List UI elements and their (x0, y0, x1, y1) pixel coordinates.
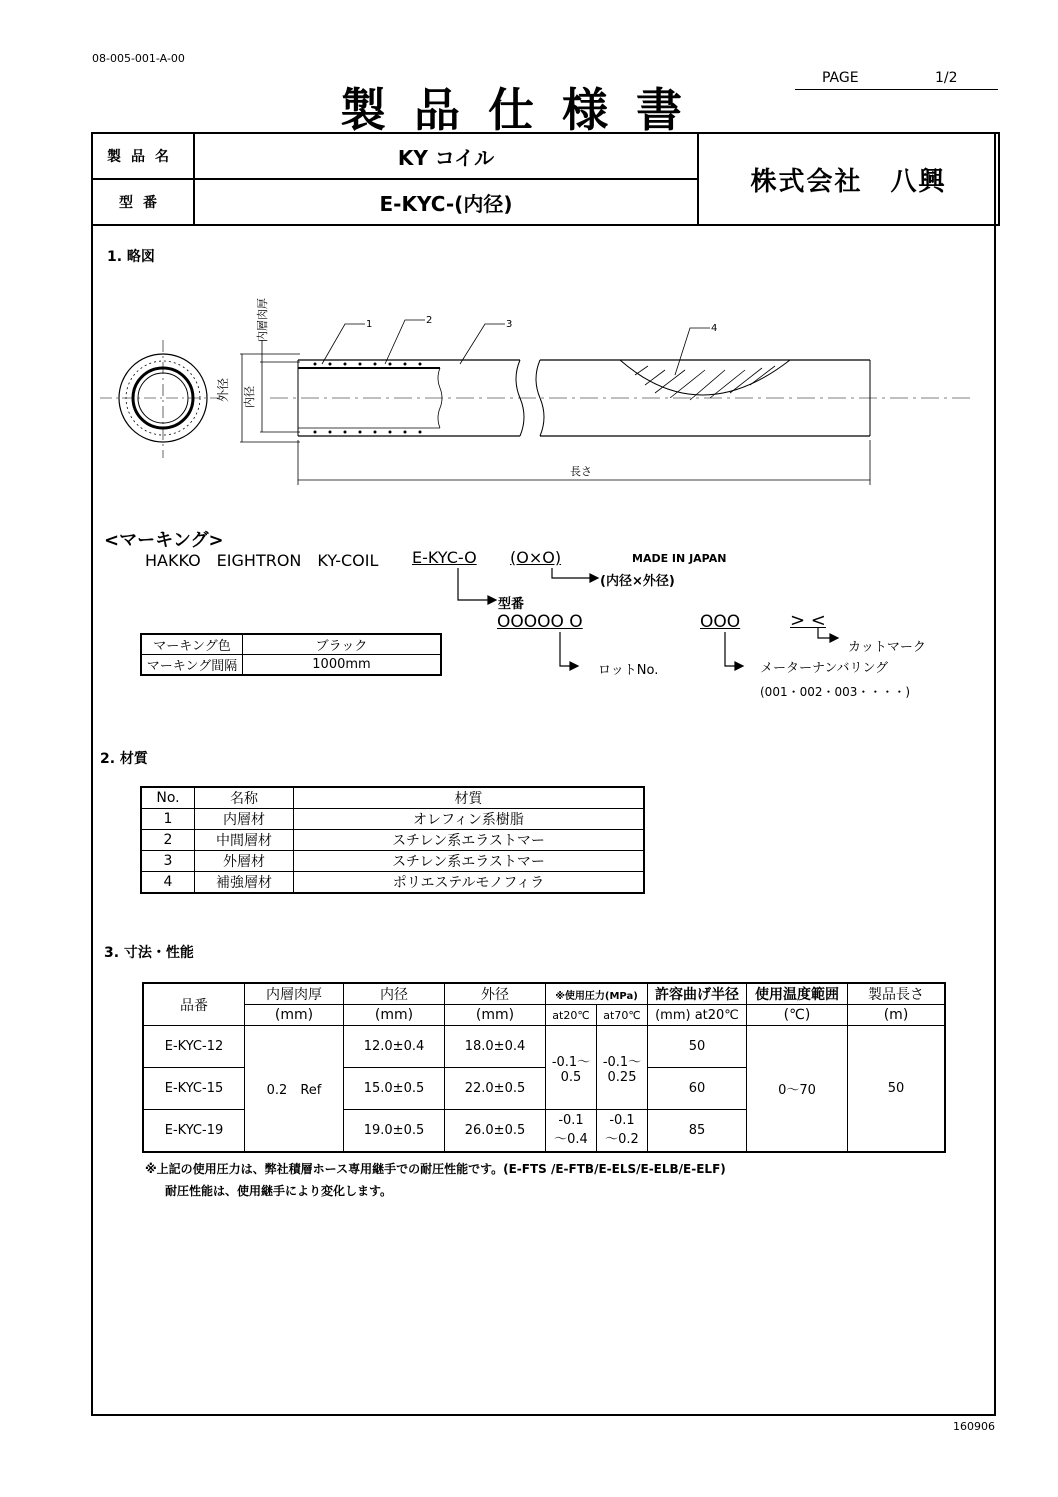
outer-dia-label: 外径 (216, 377, 230, 402)
spec-header-id: 内径 (344, 983, 445, 1005)
model-label: 型番 (92, 179, 194, 225)
materials-header-material: 材質 (294, 787, 645, 809)
material-value: ポリエステルモノフィラ (294, 872, 645, 894)
spec-od: 26.0±0.5 (445, 1110, 546, 1152)
spec-unit-length: (m) (848, 1005, 946, 1026)
product-name-label: 製品名 (92, 133, 194, 179)
meter-code: OOO (700, 612, 741, 632)
table-row (143, 1026, 945, 1068)
lot-note: ロットNo. (598, 663, 659, 678)
footer-code: 160906 (953, 1420, 995, 1433)
spec-od: 22.0±0.5 (445, 1068, 546, 1110)
spec-temp: 0～70 (747, 1026, 848, 1152)
section-3-title: 3. 寸法・性能 (104, 945, 194, 961)
section-1-title: 1. 略図 (107, 249, 155, 265)
marking-color-label: マーキング色 (141, 634, 243, 655)
spec-bend: 85 (648, 1110, 747, 1152)
spec-model: E-KYC-15 (143, 1068, 245, 1110)
part-4-label: 4 (711, 323, 718, 334)
marking-line: HAKKO EIGHTRON KY-COIL (145, 551, 379, 570)
cut-mark: > < (790, 610, 826, 631)
spec-bend: 50 (648, 1026, 747, 1068)
header-table (91, 132, 1000, 226)
part-3-label: 3 (506, 319, 513, 330)
spec-thickness: 0.2 Ref (245, 1026, 344, 1152)
spec-model: E-KYC-12 (143, 1026, 245, 1068)
material-value: スチレン系エラストマー (294, 830, 645, 851)
table-row (141, 851, 644, 872)
product-name: KY コイル (194, 133, 698, 179)
spec-header-od: 外径 (445, 983, 546, 1005)
length-label: 長さ (570, 465, 592, 478)
spec-id: 19.0±0.5 (344, 1110, 445, 1152)
spec-id: 15.0±0.5 (344, 1068, 445, 1110)
marking-table (140, 633, 442, 676)
marking-model-code: E-KYC-O (412, 548, 477, 567)
page-number: 1/2 (935, 70, 958, 86)
page-underline (795, 89, 998, 90)
spec-od: 18.0±0.4 (445, 1026, 546, 1068)
spec-header-thickness: 内層肉厚 (245, 983, 344, 1005)
size-note: (内径×外径) (600, 574, 675, 589)
spec-header-temp: 使用温度範囲 (747, 983, 848, 1005)
inner-thickness-label: 内層肉厚 (256, 298, 269, 342)
table-row (141, 809, 644, 830)
page-label: PAGE (822, 70, 859, 86)
material-no: 2 (141, 830, 195, 851)
spec-pressure-20c: -0.1～ 0.5 (546, 1026, 597, 1110)
document-id: 08-005-001-A-00 (92, 52, 185, 65)
page-title: 製品仕様書 (340, 83, 710, 137)
spec-header-length: 製品長さ (848, 983, 946, 1005)
company-name: 株式会社 八興 (698, 133, 999, 225)
material-name: 外層材 (195, 851, 294, 872)
part-2-label: 2 (426, 315, 433, 326)
materials-table (140, 786, 645, 894)
cut-note: カットマーク (848, 640, 926, 655)
spec-unit-70c: at70℃ (597, 1005, 648, 1026)
marking-heading: <マーキング> (104, 530, 224, 551)
spec-unit-thickness: (mm) (245, 1005, 344, 1026)
pressure-note: ※上記の使用圧力は、弊社積層ホース専用継手での耐圧性能です。(E-FTS /E-FTB/E-ELS/E-ELB/E-ELF) (145, 1162, 726, 1176)
spec-header-pressure: ※使用圧力(MPa) (546, 983, 648, 1005)
spec-pressure-70c: -0.1 ～0.2 (597, 1110, 648, 1152)
spec-unit-20c: at20℃ (546, 1005, 597, 1026)
spec-unit-temp: (℃) (747, 1005, 848, 1026)
material-value: スチレン系エラストマー (294, 851, 645, 872)
model-value: E-KYC-(内径) (194, 179, 698, 225)
material-no: 3 (141, 851, 195, 872)
material-no: 1 (141, 809, 195, 830)
material-no: 4 (141, 872, 195, 894)
model-note: 型番 (498, 597, 525, 612)
spec-header-bend: 許容曲げ半径 (648, 983, 747, 1005)
marking-size-code: (O×O) (510, 548, 562, 567)
spec-header-model: 品番 (143, 983, 245, 1026)
marking-interval-label: マーキング間隔 (141, 655, 243, 676)
material-name: 補強層材 (195, 872, 294, 894)
section-2-title: 2. 材質 (100, 751, 148, 767)
spec-pressure-70c: -0.1～ 0.25 (597, 1026, 648, 1110)
material-name: 内層材 (195, 809, 294, 830)
spec-pressure-20c: -0.1 ～0.4 (546, 1110, 597, 1152)
part-1-label: 1 (366, 319, 373, 330)
spec-unit-bend: (mm) at20℃ (648, 1005, 747, 1026)
table-row (141, 830, 644, 851)
materials-header-no: No. (141, 787, 195, 809)
spec-id: 12.0±0.4 (344, 1026, 445, 1068)
made-in-label: MADE IN JAPAN (632, 552, 727, 565)
table-row (141, 872, 644, 894)
materials-header-name: 名称 (195, 787, 294, 809)
meter-note: メーターナンバリング (760, 661, 889, 676)
marking-interval-value: 1000mm (243, 655, 442, 676)
spec-table (142, 982, 946, 1153)
hose-diagram (100, 280, 980, 490)
spec-model: E-KYC-19 (143, 1110, 245, 1152)
spec-unit-id: (mm) (344, 1005, 445, 1026)
cross-section (100, 340, 220, 458)
pressure-note-2: 耐圧性能は、使用継手により変化します。 (165, 1184, 393, 1198)
material-value: オレフィン系樹脂 (294, 809, 645, 830)
spec-length: 50 (848, 1026, 946, 1152)
marking-color-value: ブラック (243, 634, 442, 655)
meter-sequence: (001・002・003・・・・) (760, 685, 911, 699)
spec-unit-od: (mm) (445, 1005, 546, 1026)
spec-bend: 60 (648, 1068, 747, 1110)
inner-dia-label: 内径 (243, 386, 256, 408)
lot-code: OOOOO O (497, 612, 583, 632)
material-name: 中間層材 (195, 830, 294, 851)
